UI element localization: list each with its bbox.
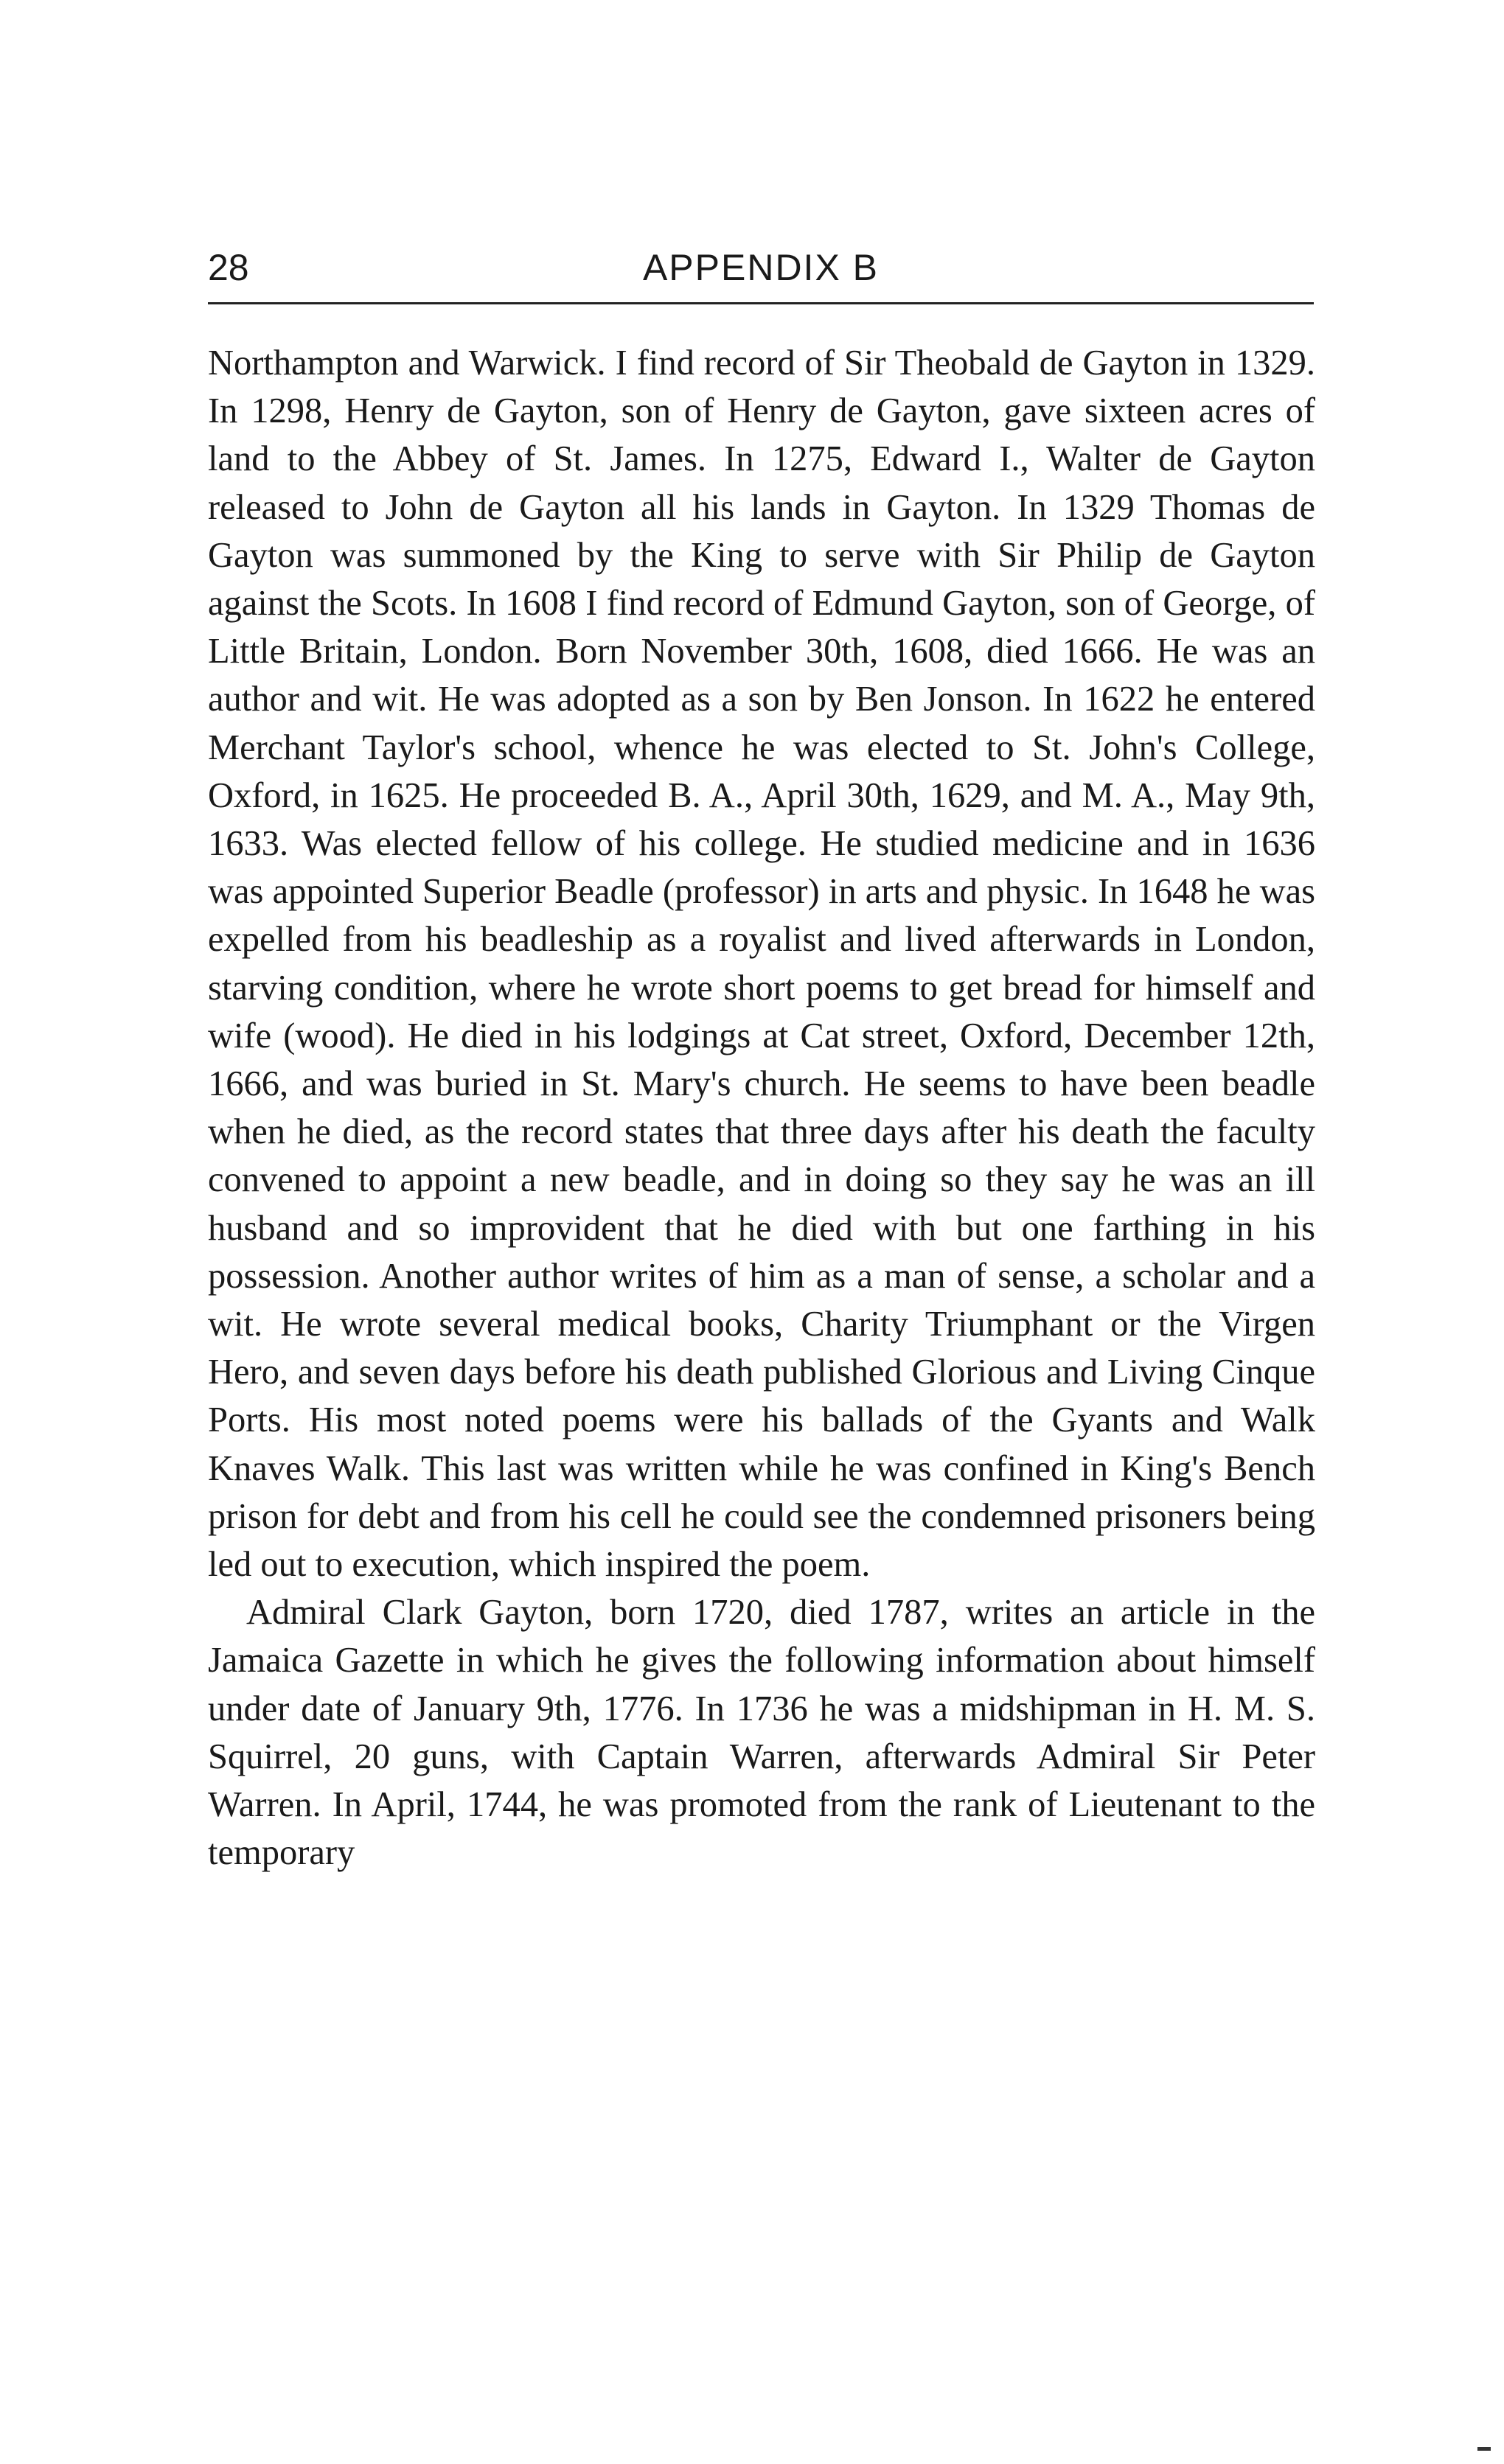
paragraph-gayton-family: Northampton and Warwick. I find record of Sir Theobald de Gayton in 1329. In 1298, Henry de Gayton, son of Henry de Gayton, gave sixteen acres of land to the Abbey of St. James. In 1275, Edward I., Walter de Gayton released to John de Gayton all his lands in Gayton. In 1329 Thomas de Gayton was summoned by the King to serve with Sir Philip de Gayton against the Scots. In 1608 I find record of Edmund Gayton, son of George, of Little Britain, London. Born November 30th, 1608, died 1666. He was an author and wit. He was adopted as a son by Ben Jonson. In 1622 he entered Merchant Taylor's school, whence he was elected to St. John's College, Oxford, in 1625. He proceeded B. A., April 30th, 1629, and M. A., May 9th, 1633. Was elected fellow of his college. He studied medicine and in 1636 was appointed Superior Beadle (professor) in arts and physic. In 1648 he was expelled from his beadleship as a royalist and lived afterwards in London, starving condition, where he wrote short poems to get bread for himself and wife (wood). He died in his lodgings at Cat street, Oxford, December 12th, 1666, and was buried in St. Mary's church. He seems to have been beadle when he died, as the record states that three days after his death the faculty convened to appoint a new beadle, and in doing so they say he was an ill husband and so improvident that he died with but one farthing in his possession. Another author writes of him as a man of sense, a scholar and a wit. He wrote several medical books, Charity Triumphant or the Virgen Hero, and seven days before his death published Glorious and Living Cinque Ports. His most noted poems were his ballads of the Gyants and Walk Knaves Walk. This last was written while he was confined in King's Bench prison for debt and from his cell he could see the condemned prisoners being led out to execution, which inspired the poem.	[208, 343, 1315, 1585]
page-number: 28	[208, 247, 249, 288]
page-header	[208, 243, 1314, 304]
paragraph-admiral-clark-gayton: Admiral Clark Gayton, born 1720, died 1787, writes an article in the Jamaica Gazette in which he gives the following information about himself under date of January 9th, 1776. In 1736 he was a midshipman in H. M. S. Squirrel, 20 guns, with Captain Warren, afterwards Admiral Sir Peter Warren. In April, 1744, he was promoted from the rank of Lieutenant to the temporary	[208, 1593, 1315, 1873]
running-head: APPENDIX B	[642, 247, 880, 288]
body-text	[208, 339, 1315, 1877]
print-mark	[1477, 2447, 1491, 2451]
